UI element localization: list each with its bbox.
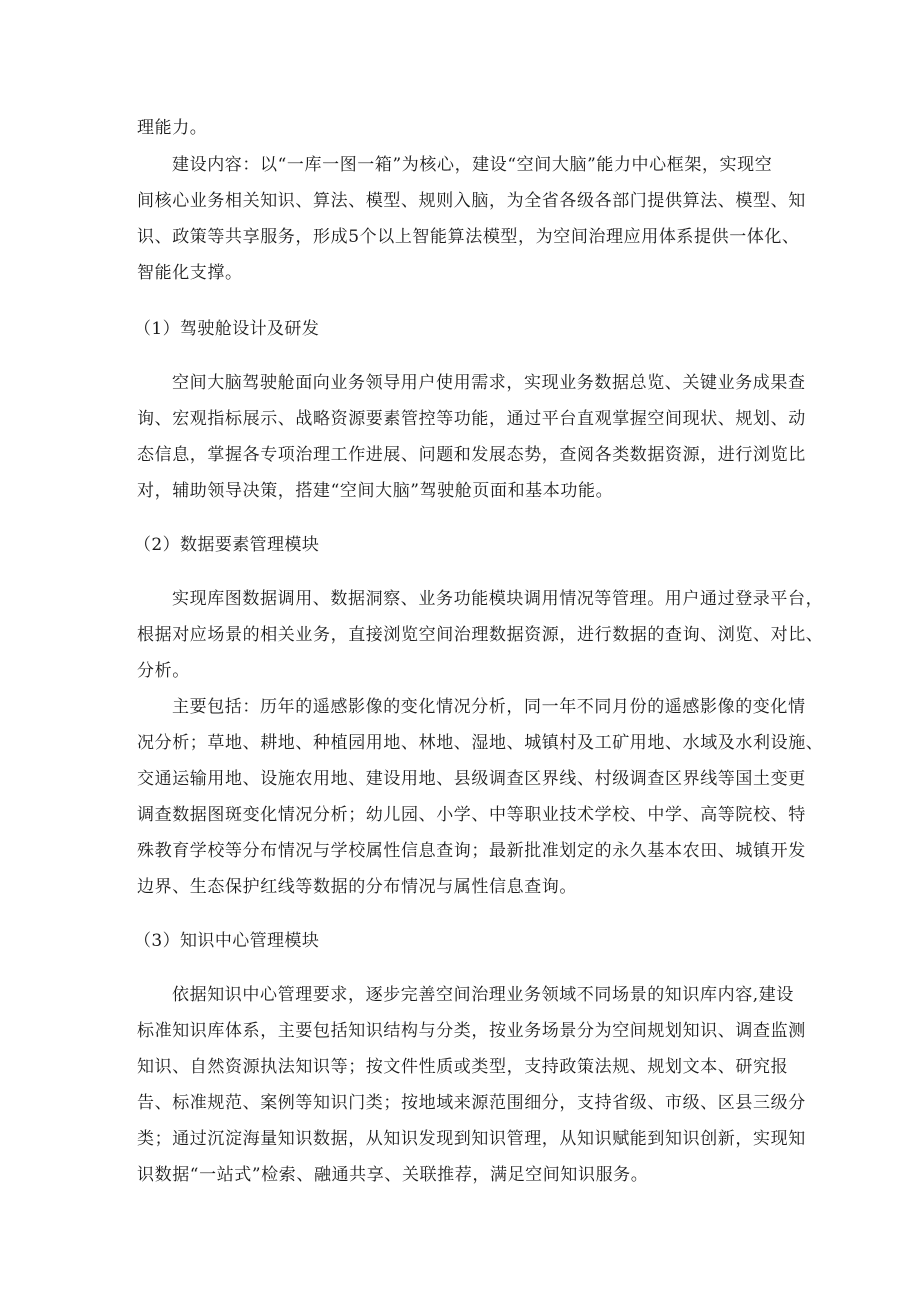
section-2-para-2-line-1: 主要包括：历年的遥感影像的变化情况分析，同一年不同月份的遥感影像的变化情 [172,697,806,717]
section-3-heading: （3）知识中心管理模块 [134,931,320,951]
construction-line-4: 智能化支撑。 [137,263,243,283]
construction-line-3: 识、政策等共享服务，形成5个以上智能算法模型，为空间治理应用体系提供一体化、 [137,227,800,247]
section-2-para-2-line-5: 殊教育学校等分布情况与学校属性信息查询；最新批准划定的永久基本农田、城镇开发 [137,841,806,861]
section-2-para-2-line-4: 调查数据图斑变化情况分析；幼儿园、小学、中等职业技术学校、中学、高等院校、特 [137,805,806,825]
section-2-para-1-line-1: 实现库图数据调用、数据洞察、业务功能模块调用情况等管理。用户通过登录平台， [172,589,824,609]
section-2-para-2-line-3: 交通运输用地、设施农用地、建设用地、县级调查区界线、村级调查区界线等国土变更 [137,769,806,789]
section-2-para-2-line-2: 况分析；草地、耕地、种植园用地、林地、湿地、城镇村及工矿用地、水域及水利设施、 [137,733,824,753]
section-1-heading: （1）驾驶舱设计及研发 [134,319,320,339]
section-3-line-1: 依据知识中心管理要求，逐步完善空间治理业务领域不同场景的知识库内容,建设 [172,985,795,1005]
section-3-line-4: 告、标准规范、案例等知识门类；按地域来源范围细分，支持省级、市级、区县三级分 [137,1093,806,1113]
section-2-heading: （2）数据要素管理模块 [134,535,320,555]
construction-line-1: 建设内容：以“一库一图一箱”为核心，建设“空间大脑”能力中心框架，实现空 [172,155,773,175]
intro-tail-line: 理能力。 [137,118,208,138]
section-1-line-3: 态信息，掌握各专项治理工作进展、问题和发展态势，查阅各类数据资源，进行浏览比 [137,445,806,465]
section-3-line-6: 识数据“一站式”检索、融通共享、关联推荐，满足空间知识服务。 [137,1165,649,1185]
section-2-para-2-line-6: 边界、生态保护红线等数据的分布情况与属性信息查询。 [137,877,577,897]
section-2-para-1-line-2: 根据对应场景的相关业务，直接浏览空间治理数据资源，进行数据的查询、浏览、对比、 [137,625,824,645]
section-1-line-1: 空间大脑驾驶舱面向业务领导用户使用需求，实现业务数据总览、关键业务成果查 [172,373,806,393]
construction-line-2: 间核心业务相关知识、算法、模型、规则入脑，为全省各级各部门提供算法、模型、知 [137,191,806,211]
section-3-line-2: 标准知识库体系，主要包括知识结构与分类，按业务场景分为空间规划知识、调查监测 [137,1021,806,1041]
section-1-line-2: 询、宏观指标展示、战略资源要素管控等功能，通过平台直观掌握空间现状、规划、动 [137,409,806,429]
section-3-line-3: 知识、自然资源执法知识等；按文件性质或类型，支持政策法规、规划文本、研究报 [137,1057,789,1077]
section-3-line-5: 类；通过沉淀海量知识数据，从知识发现到知识管理，从知识赋能到知识创新，实现知 [137,1129,806,1149]
section-2-para-1-line-3: 分析。 [137,661,190,681]
section-1-line-4: 对，辅助领导决策，搭建“空间大脑”驾驶舱页面和基本功能。 [137,481,614,501]
